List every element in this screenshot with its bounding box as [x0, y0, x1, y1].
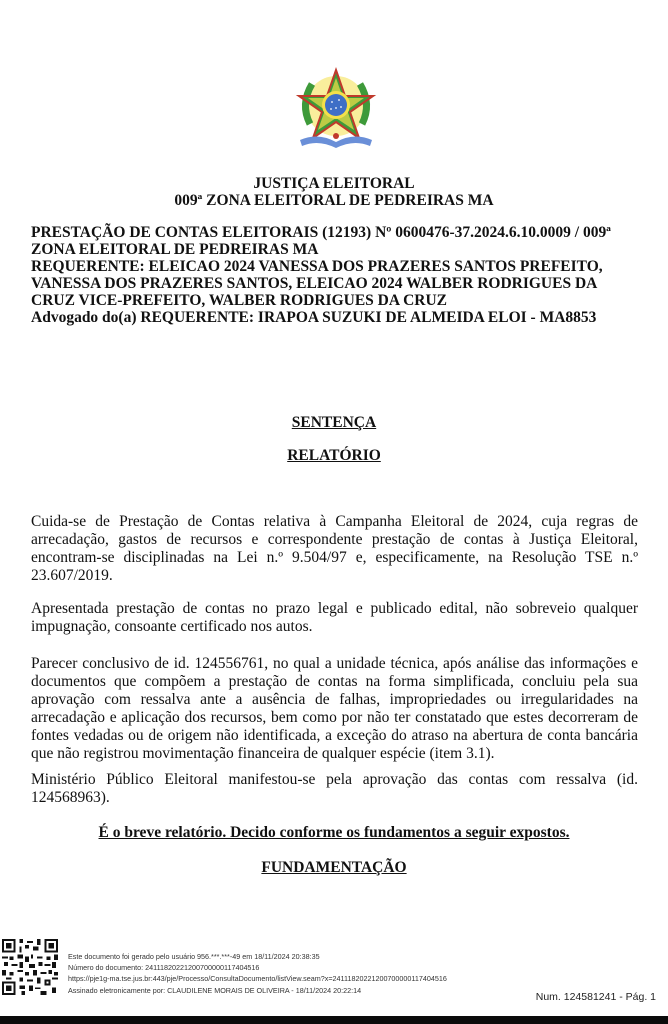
- paragraph-line: documentos que compõem a prestação de contas na forma simplificada, concluiu pela sua: [31, 673, 638, 690]
- document-footer: [68, 951, 447, 996]
- paragraph: [31, 771, 638, 807]
- footer-generated-by: Este documento foi gerado pelo usuário 956.***.***-49 em 18/11/2024 20:38:35: [68, 952, 320, 961]
- paragraph-line: que não registrou movimentação financeira de qualquer espécie (item 3.1).: [31, 745, 495, 762]
- paragraph-line: Cuida-se de Prestação de Contas relativa à Campanha Eleitoral de 2024, cuja regras de: [31, 513, 638, 530]
- paragraph-line: 23.607/2019.: [31, 567, 113, 584]
- case-line: VANESSA DOS PRAZERES SANTOS, ELEICAO 2024 WALBER RODRIGUES DA: [31, 275, 598, 292]
- paragraph-line: fontes vedadas ou de origem não identificada, a exceção do atraso na abertura de conta bancária: [31, 727, 638, 744]
- paragraph-line: Apresentada prestação de contas no prazo legal e publicado edital, não sobreveio qualquer: [31, 600, 638, 617]
- footer-document-number: Número do documento: 24111820221200700000117404516: [68, 963, 260, 973]
- paragraph-line: Parecer conclusivo de id. 124556761, no qual a unidade técnica, após análise das informações e: [31, 655, 638, 672]
- paragraph-line: arrecadação e aplicação dos recursos, bem como por não ter constatado que estes decorreram de: [31, 709, 638, 726]
- case-line: PRESTAÇÃO DE CONTAS ELEITORAIS (12193) Nº 0600476-37.2024.6.10.0009 / 009ª: [31, 224, 611, 241]
- paragraph: [31, 655, 638, 763]
- case-info: [31, 224, 641, 326]
- case-line: ZONA ELEITORAL DE PEDREIRAS MA: [31, 241, 319, 258]
- qr-code-icon[interactable]: [2, 939, 58, 995]
- paragraph-line: 124568963).: [31, 789, 110, 806]
- court-name: JUSTIÇA ELEITORAL: [253, 175, 415, 192]
- page-number: Num. 124581241 - Pág. 1: [535, 991, 656, 1003]
- paragraph-line: Ministério Público Eleitoral manifestou-se pela aprovação das contas com ressalva (id.: [31, 771, 638, 788]
- section-title-relatorio: RELATÓRIO: [287, 447, 381, 464]
- paragraph-line: encontram-se disciplinadas na Lei n.º 9.504/97 e, especificamente, na Resolução TSE n.º: [31, 549, 638, 566]
- section-title-sentenca: SENTENÇA: [291, 414, 377, 431]
- paragraph-line: aprovação com ressalva ante a ausência de falhas, impropriedades ou irregularidades na: [31, 691, 638, 708]
- paragraph: [31, 513, 638, 585]
- case-line: Advogado do(a) REQUERENTE: IRAPOA SUZUKI DE ALMEIDA ELOI - MA8853: [31, 309, 597, 326]
- brazil-coat-of-arms-icon: [292, 66, 380, 150]
- section-title-fundamentacao: FUNDAMENTAÇÃO: [261, 859, 407, 876]
- case-line: CRUZ VICE-PREFEITO, WALBER RODRIGUES DA CRUZ: [31, 292, 447, 309]
- decision-statement: É o breve relatório. Decido conforme os fundamentos a seguir expostos.: [98, 824, 570, 841]
- footer-signed-by: Assinado eletronicamente por: CLAUDILENE MORAIS DE OLIVEIRA - 18/11/2024 20:22:14: [68, 985, 362, 995]
- footer-url-link[interactable]: https://pje1g-ma.tse.jus.br:443/pje/Processo/ConsultaDocumento/listView.seam?x=24111820221200700000117404516: [68, 974, 447, 984]
- bottom-bar: [0, 1016, 668, 1024]
- paragraph-line: arrecadação, gastos de recursos e correspondente prestação de contas à Justiça Eleitoral,: [31, 531, 638, 548]
- paragraph-line: impugnação, consoante certificado nos autos.: [31, 618, 313, 635]
- case-line: REQUERENTE: ELEICAO 2024 VANESSA DOS PRAZERES SANTOS PREFEITO,: [31, 258, 603, 275]
- court-zone: 009ª ZONA ELEITORAL DE PEDREIRAS MA: [174, 192, 494, 209]
- paragraph: [31, 600, 638, 636]
